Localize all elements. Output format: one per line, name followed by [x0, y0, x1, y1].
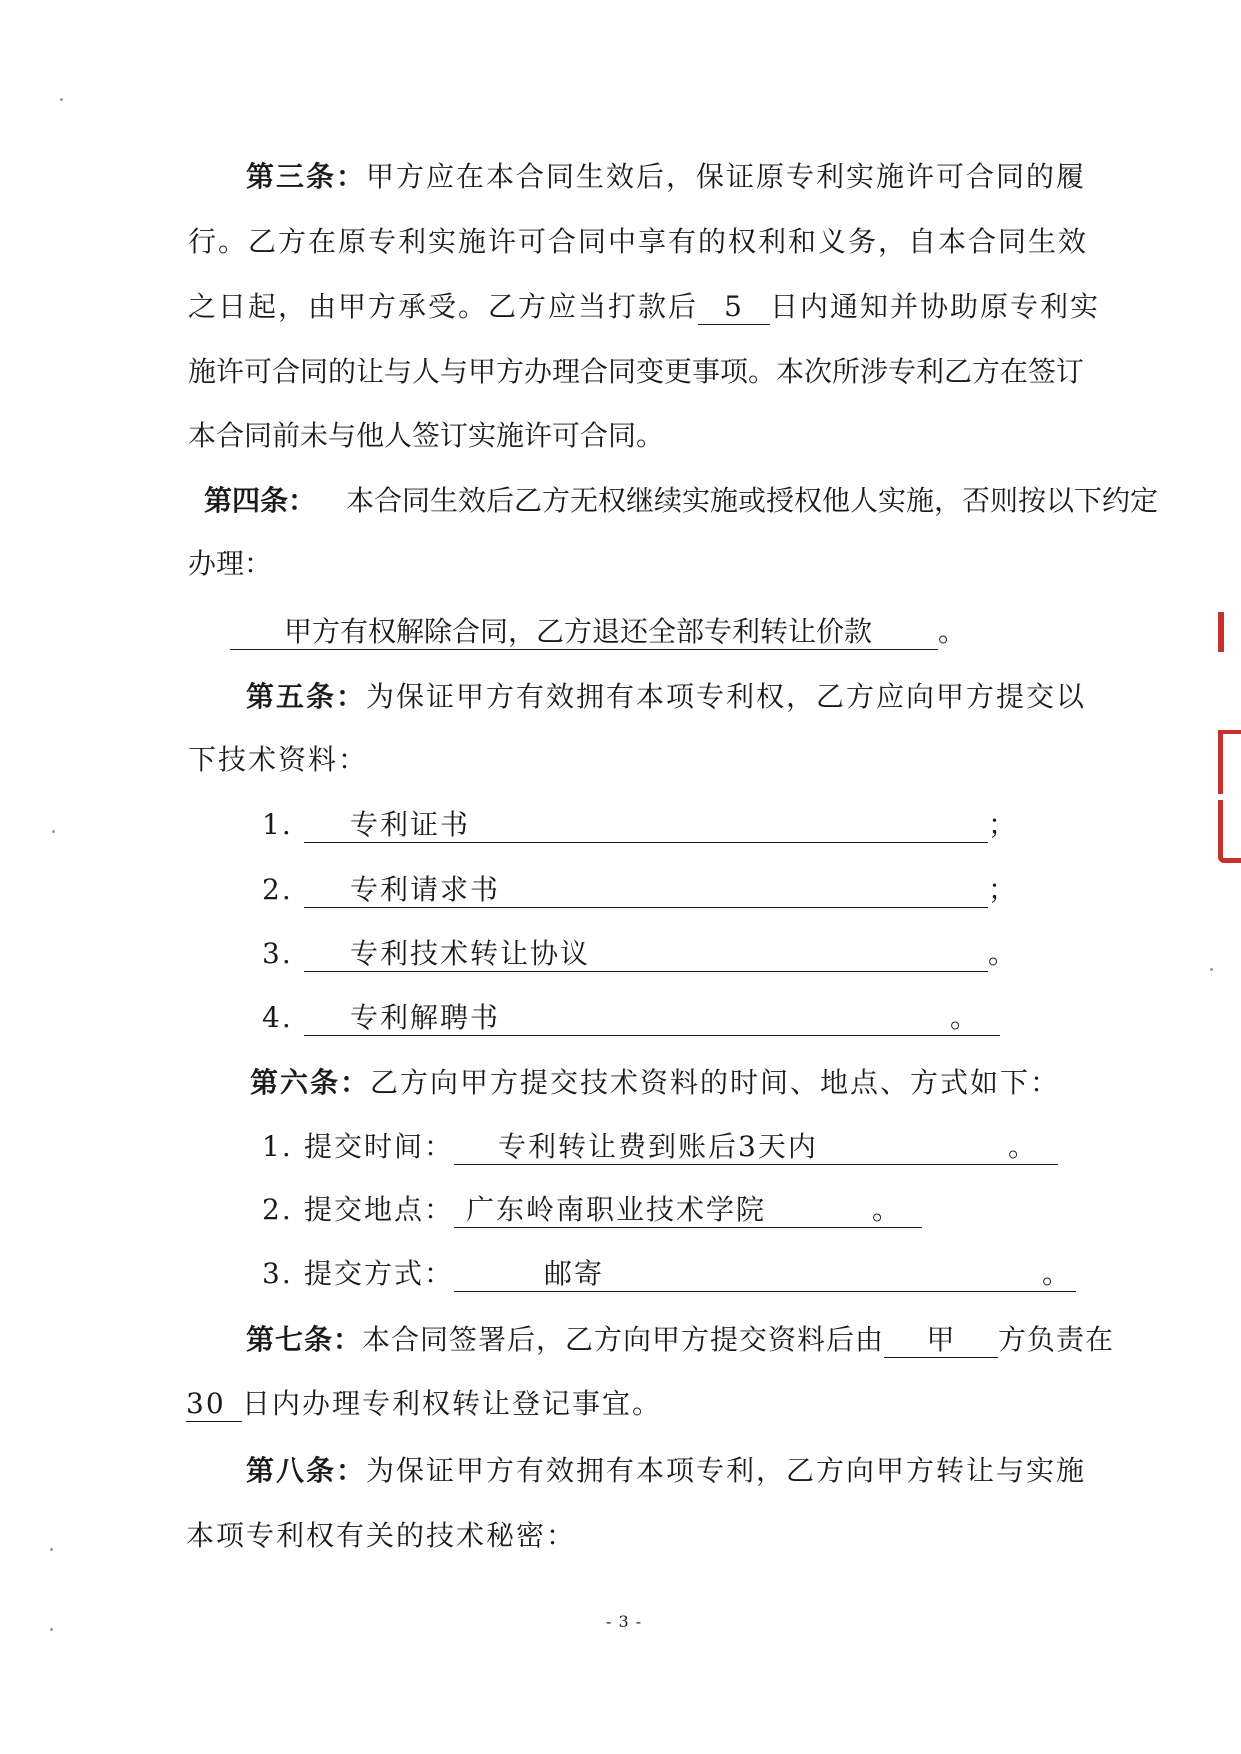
- item-number: 2.: [262, 873, 293, 906]
- item-blank: 专利技术转让协议: [304, 937, 988, 972]
- item-label: 提交时间：: [304, 1130, 455, 1163]
- article4-fill-blank: 甲方有权解除合同，乙方退还全部专利转让价款: [230, 615, 938, 650]
- article3-text3b: 日内通知并协助原专利实: [770, 290, 1101, 323]
- item-number: 3.: [262, 1257, 293, 1290]
- item-end: 。: [988, 937, 1019, 970]
- article5-item: [262, 998, 1000, 1038]
- item-number: 1.: [262, 808, 293, 841]
- article3-line2: 行。乙方在原专利实施许可合同中享有的权利和义务，自本合同生效: [188, 225, 1089, 258]
- article8-line1: [246, 1451, 1086, 1491]
- article4-line2: 办理：: [188, 547, 273, 580]
- article3-text3a: 之日起，由甲方承受。乙方应当打款后: [188, 290, 699, 323]
- item-blank: [454, 1193, 922, 1228]
- item-end: 。: [1042, 1257, 1073, 1290]
- article6-item: [262, 1190, 922, 1230]
- article6-label: 第六条：: [250, 1066, 371, 1099]
- article4-text1: 本合同生效后乙方无权继续实施或授权他人实施，否则按以下约定: [346, 484, 1159, 517]
- item-end: ；: [988, 873, 1019, 906]
- item-number: 3.: [262, 937, 293, 970]
- item-blank: 专利证书: [304, 808, 988, 843]
- article5-line1: [246, 677, 1086, 717]
- item-number: 2.: [262, 1193, 293, 1226]
- seal-fragment-bottom: [1218, 800, 1241, 863]
- article5-label: 第五条：: [246, 680, 367, 713]
- article3-line3: [188, 287, 1100, 327]
- article4-label: 第四条：: [204, 484, 317, 517]
- article8-text1: 为保证甲方有效拥有本项专利，乙方向甲方转让与实施: [366, 1454, 1087, 1487]
- item-end: 。: [1008, 1130, 1039, 1163]
- item-number: 1.: [262, 1130, 293, 1163]
- item-end: 。: [949, 1001, 980, 1034]
- item-number: 4.: [262, 1001, 293, 1034]
- article5-item: [262, 805, 1018, 845]
- scan-speck: [50, 1628, 53, 1631]
- article3-line1: [246, 157, 1086, 197]
- item-text: 专利解聘书: [350, 1001, 501, 1034]
- article6-text1: 乙方向甲方提交技术资料的时间、地点、方式如下：: [370, 1066, 1061, 1099]
- seal-fragment-middle: [1218, 730, 1241, 794]
- item-end: 。: [872, 1193, 903, 1226]
- page-number: - 3 -: [606, 1612, 643, 1631]
- article7-days-blank: 30: [186, 1387, 242, 1422]
- item-value: 邮寄: [544, 1257, 605, 1290]
- item-blank: [454, 1130, 1058, 1165]
- article4-fill-line: [230, 612, 966, 652]
- article5-item: [262, 934, 1018, 974]
- article6-item: [262, 1254, 1076, 1294]
- article3-line4: 施许可合同的让与人与甲方办理合同变更事项。本次所涉专利乙方在签订: [188, 355, 1085, 388]
- item-blank: [304, 1001, 1000, 1036]
- item-end: ；: [988, 808, 1019, 841]
- item-value: 专利转让费到账后3天内: [498, 1130, 818, 1163]
- scan-speck: [52, 830, 55, 833]
- article6-item: [262, 1127, 1058, 1167]
- article7-text2: 日内办理专利权转让登记事宜。: [242, 1387, 663, 1420]
- article5-item: [262, 870, 1018, 910]
- item-label: 提交地点：: [304, 1193, 455, 1226]
- scan-speck: [50, 1548, 53, 1551]
- seal-fragment-top: [1218, 612, 1241, 652]
- article3-line5: 本合同前未与他人签订实施许可合同。: [188, 419, 665, 452]
- article7-party-blank: 甲: [884, 1323, 998, 1358]
- article7-text1b: 方负责在: [998, 1323, 1115, 1356]
- article4-end: 。: [938, 615, 967, 648]
- article3-text1: 甲方应在本合同生效后，保证原专利实施许可合同的履: [366, 160, 1087, 193]
- article7-label: 第七条：: [246, 1323, 363, 1356]
- item-label: 提交方式：: [304, 1257, 455, 1290]
- article3-label: 第三条：: [246, 160, 367, 193]
- item-value: 广东岭南职业技术学院: [466, 1193, 767, 1226]
- article7-line1: [246, 1320, 1114, 1360]
- article6-line1: [250, 1063, 1060, 1103]
- article5-text1: 为保证甲方有效拥有本项专利权，乙方应向甲方提交以: [366, 680, 1087, 713]
- item-blank: 专利请求书: [304, 873, 988, 908]
- scan-speck: [60, 98, 63, 101]
- article3-days-blank: 5: [698, 290, 770, 325]
- article5-line2: 下技术资料：: [188, 743, 369, 776]
- article7-text1a: 本合同签署后，乙方向甲方提交资料后由: [362, 1323, 885, 1356]
- scan-speck: [1210, 968, 1213, 971]
- article8-label: 第八条：: [246, 1454, 367, 1487]
- article8-line2: 本项专利权有关的技术秘密：: [186, 1519, 577, 1552]
- article4-line1: [204, 481, 1158, 521]
- item-blank: [454, 1257, 1076, 1292]
- article7-line2: [186, 1384, 662, 1424]
